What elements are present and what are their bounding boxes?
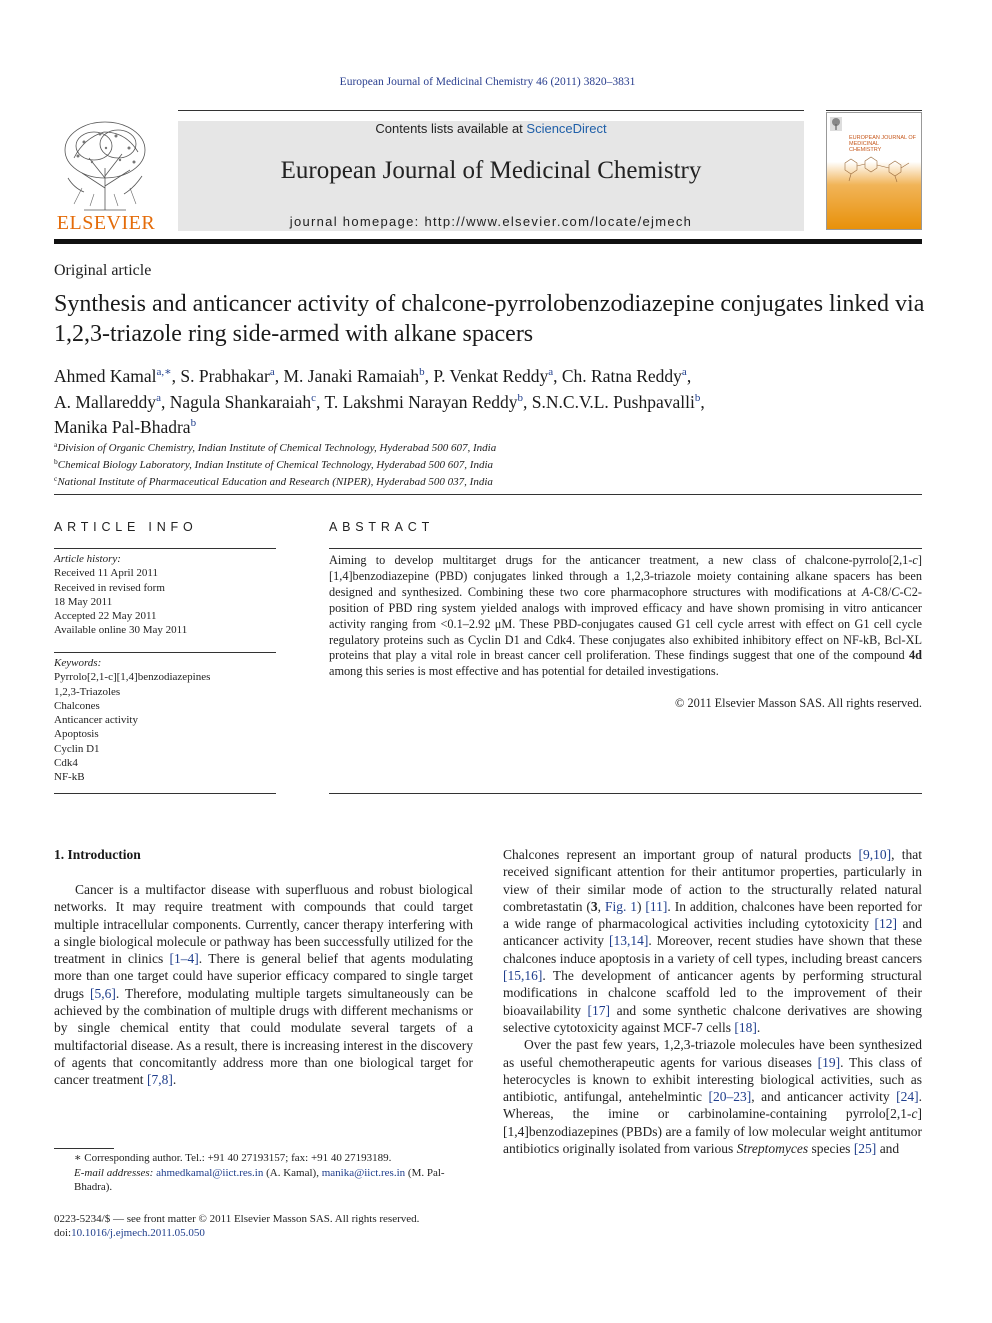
author-name[interactable]: S. Prabhakar <box>180 366 270 386</box>
body-column-right <box>503 846 922 1157</box>
author-affiliation-marker[interactable]: a <box>548 366 554 378</box>
reference-link[interactable]: [19] <box>817 1054 841 1070</box>
history-item: Accepted 22 May 2011 <box>54 610 157 623</box>
divider <box>329 793 922 794</box>
reference-link[interactable]: [24] <box>896 1089 919 1105</box>
author-affiliation-marker[interactable]: a <box>156 391 161 404</box>
affiliation-item: $^a$Division of Organic Chemistry, Indian Institute of Chemical Technology, Hyderabad 500 607, India <box>54 440 497 454</box>
author-affiliation-marker[interactable]: a <box>681 366 687 378</box>
cover-title: EUROPEAN JOURNAL OF MEDICINAL CHEMISTRY <box>849 135 917 154</box>
reference-link[interactable]: [12] <box>874 916 898 932</box>
reference-link[interactable]: [20–23] <box>708 1089 752 1105</box>
italic-term: c <box>911 1106 918 1122</box>
keyword-item: Apoptosis <box>54 728 99 741</box>
journal-title: European Journal of Medicinal Chemistry <box>280 157 702 184</box>
journal-homepage-link[interactable]: journal homepage: http://www.elsevier.com/locate/ejmech <box>289 214 693 229</box>
author-name[interactable]: Ch. Ratna Reddy <box>561 366 682 386</box>
article-info-heading: ARTICLE INFO <box>54 520 198 534</box>
section-heading-introduction: 1. Introduction <box>54 847 141 862</box>
email-link[interactable]: manika@iict.res.in <box>321 1166 406 1179</box>
header-rule-right <box>826 110 922 111</box>
divider <box>54 548 276 549</box>
history-label: Article history: <box>54 553 121 565</box>
cover-molecule-graphic-icon <box>837 149 917 185</box>
author-list: Ahmed Kamal$^{a,∗}$, S. Prabhakar$^a$, M. Janaki Ramaiah$^b$, P. Venkat Reddy$^a$, Ch. Ratna Reddy$^a$, A. Mallareddy$^a$, Nagula Shankaraiah$^c$, T. Lakshmi Narayan Reddy$^b$, S.N.C.V.L. Pushpavalli$^b$, Manika Pal-Bhadra$^b$ <box>54 366 705 437</box>
keywords <box>54 656 276 785</box>
keyword-item: Chalcones <box>54 699 100 712</box>
divider <box>329 548 922 549</box>
corresponding-author-note: ∗ Corresponding author. Tel.: +91 40 27193157; fax: +91 40 27193189. <box>74 1152 392 1164</box>
history-item: Received 11 April 2011 <box>54 567 158 580</box>
keyword-item: Pyrrolo[2,1-c][1,4]benzodiazepines <box>54 671 211 684</box>
doi-link[interactable]: 10.1016/j.ejmech.2011.05.050 <box>71 1227 205 1240</box>
abstract-heading: ABSTRACT <box>329 520 435 534</box>
cover-elsevier-icon <box>830 117 842 131</box>
compound-number: 3 <box>590 898 598 914</box>
doi-line: doi:10.1016/j.ejmech.2011.05.050 <box>54 1227 205 1240</box>
keyword-item: Cdk4 <box>54 757 78 770</box>
author-affiliation-marker[interactable]: b <box>517 391 524 404</box>
email-note: E-mail addresses: ahmedkamal@iict.res.in (A. Kamal), manika@iict.res.in (M. Pal-Bhadra). <box>74 1166 445 1194</box>
elsevier-wordmark[interactable]: ELSEVIER <box>56 212 156 234</box>
reference-link[interactable]: [7,8] <box>146 1072 173 1088</box>
journal-masthead <box>178 121 804 231</box>
author-affiliation-marker[interactable]: b <box>694 391 701 404</box>
author-name[interactable]: S.N.C.V.L. Pushpavalli <box>531 391 695 412</box>
reference-link[interactable]: [13,14] <box>608 933 649 949</box>
author-affiliation-marker[interactable]: a,∗ <box>156 366 172 378</box>
front-matter-info <box>54 1212 473 1241</box>
author-affiliation-marker[interactable]: b <box>190 417 197 429</box>
journal-cover-thumbnail[interactable] <box>826 112 922 230</box>
header-rule <box>178 110 804 111</box>
keyword-item: Cyclin D1 <box>54 742 100 755</box>
email-link[interactable]: ahmedkamal@iict.res.in <box>156 1166 264 1179</box>
reference-link[interactable]: [11] <box>645 898 668 914</box>
body-paragraph: Over the past few years, 1,2,3-triazole molecules have been synthesized as useful chemotherapeutic agents for various diseases [19]. This class of heterocycles is known to exhibit interesting biological activities, such as antibiotic, antifungal, antehelmintic [20–23], and anticancer activity [24]. Whereas, the imine or carbinolamine-containing pyrrolo[2,1-c][1,4]benzodiazepines (PBDs) are a family of low molecular weight antitumor antibiotics originally isolated from various Streptomyces species [25] and <box>503 1037 922 1157</box>
issn-line: 0223-5234/$ — see front matter © 2011 Elsevier Masson SAS. All rights reserved. <box>54 1213 420 1225</box>
keyword-item: Anticancer activity <box>54 714 138 727</box>
reference-link[interactable]: [1–4] <box>169 951 199 967</box>
keywords-label: Keywords: <box>54 657 102 669</box>
history-item: 18 May 2011 <box>54 595 113 608</box>
paper-title: Synthesis and anticancer activity of chalcone-pyrrolobenzodiazepine conjugates linked via 1,2,3-triazole ring side-armed with alkane spacers <box>54 291 925 347</box>
reference-link[interactable]: [18] <box>734 1019 757 1035</box>
author-name[interactable]: Manika Pal-Bhadra <box>54 417 191 437</box>
author-name[interactable]: Ahmed Kamal <box>54 366 157 386</box>
body-paragraph: Chalcones represent an important group of natural products [9,10], that received significant attention for their antitumor properties, particularly in view of their similar mode of action to the structurally related natural combretastatin (3, Fig. 1) [11]. In addition, chalcones have been reported for a wide range of pharmacological activities including cytotoxicity [12] and anticancer activity [13,14]. Moreover, recent studies have shown that these chalcones induce apoptosis in a variety of cell types, including breast cancers [15,16]. The development of anticancer agents by performing structural modifications in chalcone scaffold led to the improvement of their bioavailability [17] and some synthetic chalcone derivatives are showing selective cytotoxicity against MCF-7 cells [18]. <box>503 847 923 1035</box>
journal-citation[interactable]: European Journal of Medicinal Chemistry 46 (2011) 3820–3831 <box>339 76 636 88</box>
abstract-copyright: © 2011 Elsevier Masson SAS. All rights reserved. <box>675 696 922 710</box>
article-history <box>54 552 276 638</box>
contents-line <box>178 121 804 136</box>
footnote-rule <box>54 1148 114 1149</box>
author-name[interactable]: T. Lakshmi Narayan Reddy <box>324 391 518 412</box>
italic-term: Streptomyces <box>736 1141 809 1157</box>
article-type: Original article <box>54 262 152 279</box>
affiliation-item: $^b$Chemical Biology Laboratory, Indian Institute of Chemical Technology, Hyderabad 500 607, India <box>54 457 494 472</box>
author-name[interactable]: P. Venkat Reddy <box>433 366 549 386</box>
sciencedirect-link[interactable]: ScienceDirect <box>526 121 607 136</box>
reference-link[interactable]: [9,10] <box>858 847 892 862</box>
contents-prefix: Contents lists available at <box>375 121 527 136</box>
section-divider <box>54 494 922 495</box>
affiliation-item: $^c$National Institute of Pharmaceutical Education and Research (NIPER), Hyderabad 500 037, India <box>54 474 493 489</box>
affiliations <box>54 438 934 490</box>
keyword-item: NF-kB <box>54 771 85 784</box>
keyword-item: 1,2,3-Triazoles <box>54 685 121 698</box>
author-affiliation-marker[interactable]: a <box>269 366 275 378</box>
author-name[interactable]: Nagula Shankaraiah <box>169 391 312 412</box>
author-affiliation-marker[interactable]: b <box>419 366 425 378</box>
reference-link[interactable]: [15,16] <box>503 968 543 984</box>
footnotes <box>54 1151 473 1195</box>
history-item: Available online 30 May 2011 <box>54 624 188 637</box>
divider <box>54 793 276 794</box>
reference-link[interactable]: [5,6] <box>90 985 116 1001</box>
author-name[interactable]: M. Janaki Ramaiah <box>283 366 420 386</box>
divider <box>54 652 276 653</box>
author-name[interactable]: A. Mallareddy <box>54 391 157 412</box>
history-item: Received in revised form <box>54 581 165 594</box>
reference-link[interactable]: Fig. 1 <box>604 898 637 914</box>
body-paragraph: Cancer is a multifactor disease with superfluous and robust biological networks. It may require treatment with compounds that could target multiple intracellular components. Currently, cancer therapy interfering with a single biological molecule or pathway has been successfully utilized for the treatment in clinics [1–4]. There is general belief that agents modulating more than one target could have superior efficacy compared to single target drugs [5,6]. Therefore, modulating multiple targets simultaneously can be achieved by the combination of multiple drugs with different mechanisms or by single chemical entity that could modulate several targets of a multifactorial disease. As a result, there is increasing interest in the discovery of agents that concomitantly address more than one biological target for cancer treatment [7,8]. <box>54 882 474 1088</box>
masthead-bottom-rule <box>54 239 922 244</box>
abstract-text: Aiming to develop multitarget drugs for the anticancer treatment, a new class of chalcone-pyrrolo[2,1-c][1,4]benzodiazepine (PBD) conjugates linked through a 1,2,3-triazole moiety containing alkane spacers has been designed and synthesized. Combining these two core pharmacophore structures with modifications at A-C8/C-C2-position of PBD ring system yielded analogs with improved efficacy and have shown promising in vitro anticancer activity ranging from <0.1–2.92 μM. These PBD-conjugates caused G1 cell cycle arrest with effect on G1 cell cycle regulatory proteins such as Cyclin D1 and Cdk4. These conjugates also exhibited inhibitory effect on NF-kB, Bcl-XL proteins that play a vital role in breast cancer cell proliferation. These findings suggest that one of the compound 4d among this series is most effective and has potential for detailed investigations. <box>329 553 922 679</box>
reference-link[interactable]: [17] <box>587 1002 611 1018</box>
author-affiliation-marker[interactable]: c <box>311 391 316 404</box>
body-column-left <box>54 881 473 1089</box>
reference-link[interactable]: [25] <box>853 1141 877 1157</box>
